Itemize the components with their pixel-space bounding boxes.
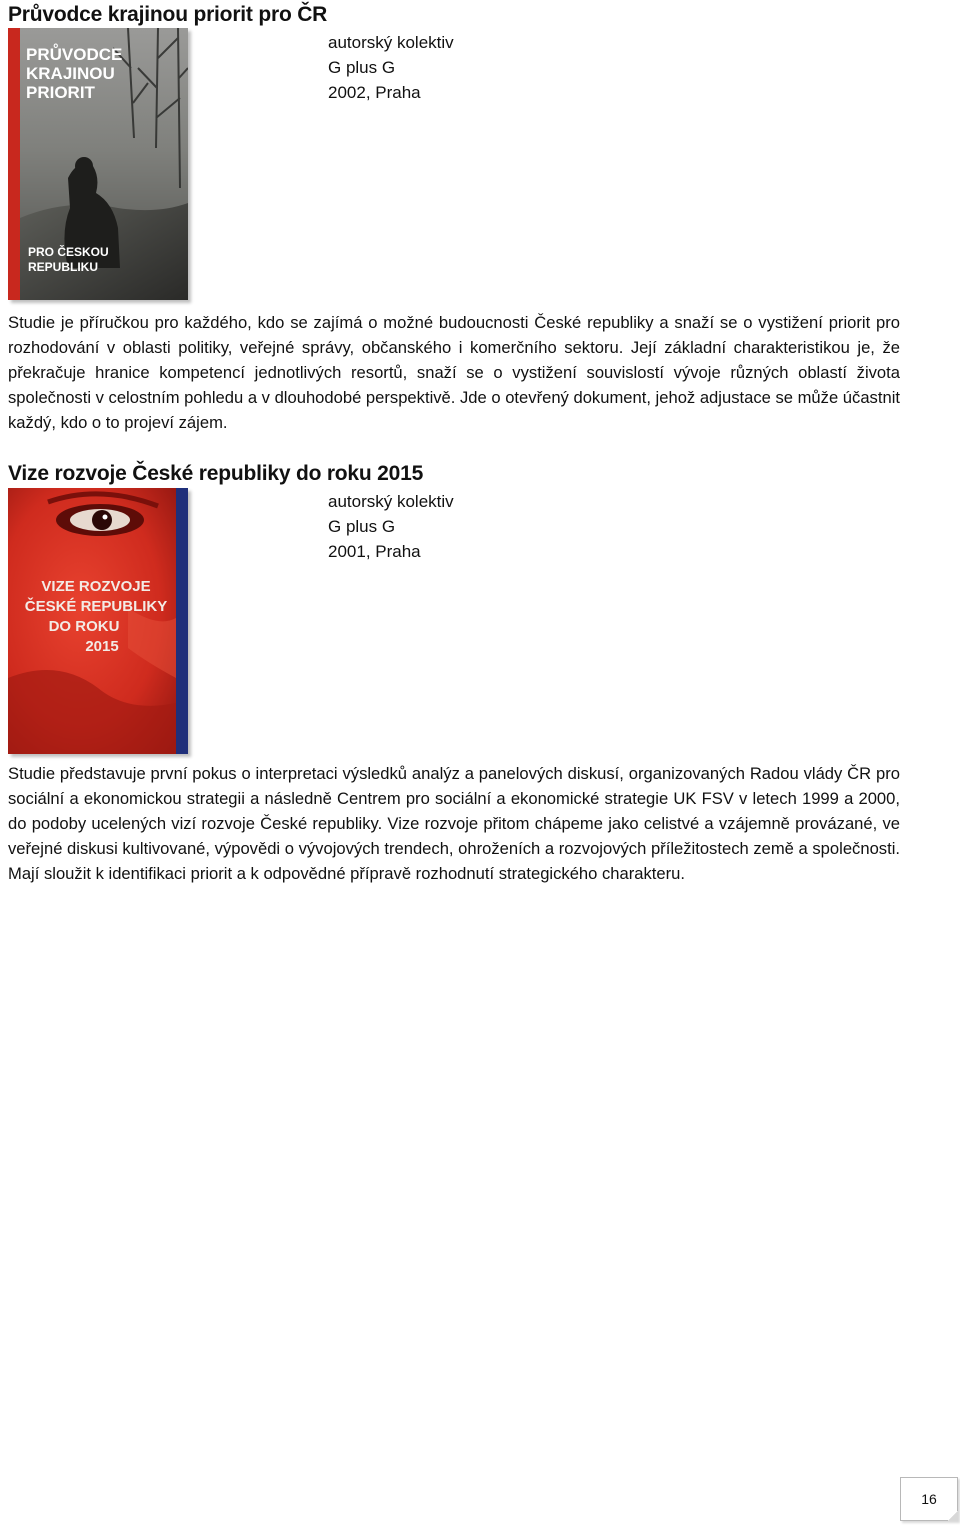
book-entry-2 bbox=[8, 461, 900, 911]
cover-subtitle-line-1: PRO ČESKOU bbox=[28, 245, 109, 259]
cover-subtitle-line-2: REPUBLIKU bbox=[28, 260, 99, 274]
book-meta bbox=[328, 30, 454, 105]
book-title: Vize rozvoje České republiky do roku 2015 bbox=[8, 462, 424, 485]
book-year-place: 2002, Praha bbox=[328, 83, 421, 102]
book-authors: autorský kolektiv bbox=[328, 33, 454, 52]
book-entry-1 bbox=[8, 2, 900, 432]
cover-title-line-3: PRIORIT bbox=[26, 83, 95, 102]
book-cover-image bbox=[8, 28, 188, 300]
cover-title-line-3: DO ROKU bbox=[48, 618, 120, 635]
book-description: Studie je příručkou pro každého, kdo se zajímá o možné budoucnosti České republiky a snaží se o vystižení priorit pro rozhodování v oblasti politiky, veřejné správy, občanského i komerčního sektoru. Její základní charakteristikou je, že překračuje hranice kompetencí jednotlivých resortů, snaží se o vystižení souvislostí vývoje různých oblastí života společnosti v celostním pohledu a v dlouhodobé perspektivě. Jde o otevřený dokument, jehož adjustace se může účastnit každý, kdo o to projeví zájem. bbox=[8, 313, 900, 432]
book-meta bbox=[328, 489, 454, 564]
book-description: Studie představuje první pokus o interpretaci výsledků analýz a panelových diskusí, organizovaných Radou vlády ČR pro sociální a ekonomickou strategii a následně Centrem pro sociální a ekonomické strategie UK FSV v letech 1999 a 2000, do podoby ucelených vizí rozvoje České republiky. Vize rozvoje přitom chápeme jako celistvé a vzájemně provázané, ve veřejné diskusi kultivované, výpovědi o vývojových trendech, ohroženích a rozvojových příležitostech země a společnosti. Mají sloužit k identifikaci priorit a k odpovědné přípravě rozhodnutí strategického charakteru. bbox=[8, 764, 900, 883]
cover-title-line-2: ČESKÉ REPUBLIKY bbox=[24, 598, 168, 615]
book-year-place: 2001, Praha bbox=[328, 542, 421, 561]
cover-title-line-1: PRŮVODCE bbox=[26, 45, 123, 64]
cover-title-line-2: KRAJINOU bbox=[26, 64, 115, 83]
book-publisher: G plus G bbox=[328, 58, 396, 77]
book-cover-image bbox=[8, 488, 188, 754]
book-title: Průvodce krajinou priorit pro ČR bbox=[8, 3, 328, 26]
cover-title-line-4: 2015 bbox=[85, 638, 119, 655]
book-authors: autorský kolektiv bbox=[328, 492, 454, 511]
cover-title-line-1: VIZE ROZVOJE bbox=[41, 578, 151, 595]
page-number: 16 bbox=[900, 1477, 958, 1521]
book-publisher: G plus G bbox=[328, 517, 396, 536]
